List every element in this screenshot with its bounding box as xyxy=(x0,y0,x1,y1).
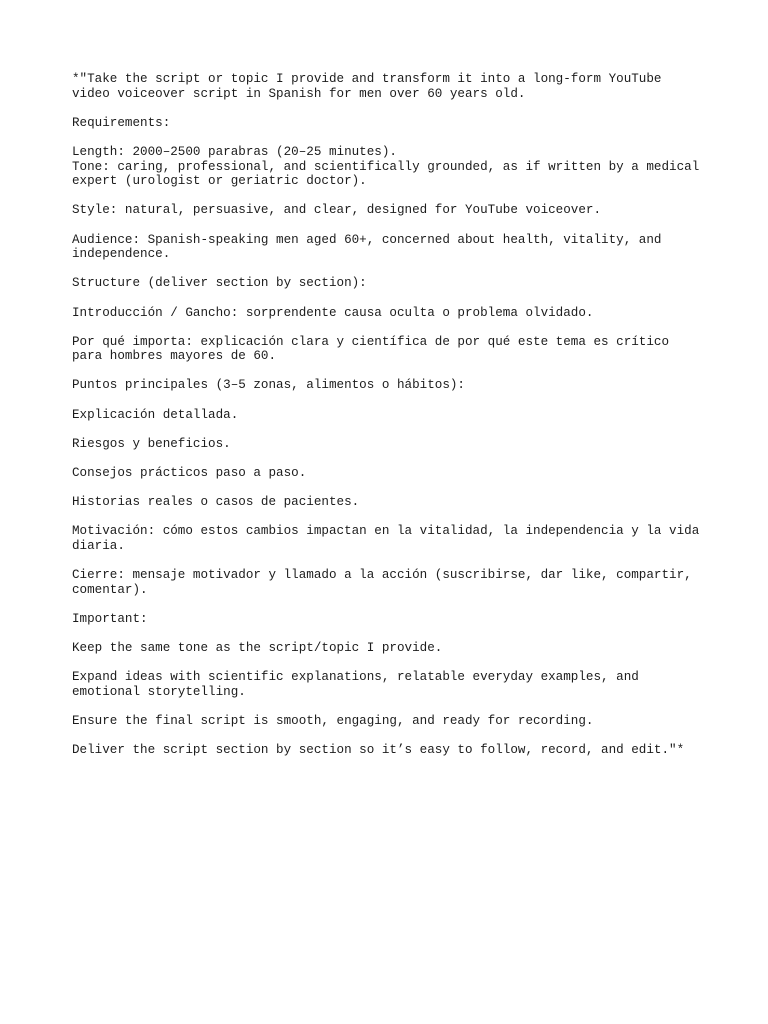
document-paragraph xyxy=(72,233,712,262)
text-line: para hombres mayores de 60. xyxy=(72,349,277,364)
text-line: comentar). xyxy=(72,582,148,597)
document-paragraph xyxy=(72,641,712,656)
text-line: Important: xyxy=(72,611,148,626)
text-line: Tone: caring, professional, and scientifically grounded, as if written by a medical xyxy=(72,159,700,174)
text-line: Requirements: xyxy=(72,115,171,130)
document-body xyxy=(72,72,712,773)
text-line: *"Take the script or topic I provide and transform it into a long-form YouTube xyxy=(72,72,662,86)
document-paragraph xyxy=(72,306,712,321)
document-paragraph xyxy=(72,276,712,291)
document-paragraph xyxy=(72,116,712,131)
document-paragraph xyxy=(72,495,712,510)
text-line: Keep the same tone as the script/topic I provide. xyxy=(72,641,443,656)
document-paragraph xyxy=(72,568,712,597)
document-paragraph xyxy=(72,466,712,481)
document-paragraph xyxy=(72,335,712,364)
document-paragraph xyxy=(72,524,712,553)
text-line: Riesgos y beneficios. xyxy=(72,436,231,451)
text-line: Motivación: cómo estos cambios impactan en la vitalidad, la independencia y la vida xyxy=(72,524,700,539)
text-line: Por qué importa: explicación clara y científica de por qué este tema es crítico xyxy=(72,334,670,349)
text-line: independence. xyxy=(72,247,171,262)
document-paragraph xyxy=(72,145,712,189)
text-line: Expand ideas with scientific explanations, relatable everyday examples, and xyxy=(72,670,639,685)
document-paragraph xyxy=(72,408,712,423)
text-line: Introducción / Gancho: sorprendente causa oculta o problema olvidado. xyxy=(72,305,594,320)
text-line: video voiceover script in Spanish for men over 60 years old. xyxy=(72,86,526,101)
document-paragraph xyxy=(72,714,712,729)
text-line: diaria. xyxy=(72,539,125,553)
document-paragraph xyxy=(72,203,712,218)
text-line: Deliver the script section by section so it’s easy to follow, record, and edit."* xyxy=(72,743,685,758)
text-line: Puntos principales (3–5 zonas, alimentos o hábitos): xyxy=(72,378,465,393)
text-line: Style: natural, persuasive, and clear, designed for YouTube voiceover. xyxy=(72,203,602,218)
document-paragraph xyxy=(72,378,712,393)
document-paragraph xyxy=(72,670,712,699)
text-line: Cierre: mensaje motivador y llamado a la acción (suscribirse, dar like, compartir, xyxy=(72,568,692,583)
text-line: Length: 2000–2500 parabras (20–25 minutes). xyxy=(72,144,397,159)
text-line: Historias reales o casos de pacientes. xyxy=(72,495,360,510)
text-line: Consejos prácticos paso a paso. xyxy=(72,466,307,481)
text-line: Audience: Spanish-speaking men aged 60+, concerned about health, vitality, and xyxy=(72,232,662,247)
text-line: Explicación detallada. xyxy=(72,407,239,422)
text-line: expert (urologist or geriatric doctor). xyxy=(72,174,367,189)
text-line: Ensure the final script is smooth, engaging, and ready for recording. xyxy=(72,714,594,729)
document-paragraph xyxy=(72,612,712,627)
document-paragraph xyxy=(72,437,712,452)
document-paragraph xyxy=(72,743,712,758)
text-line: Structure (deliver section by section): xyxy=(72,276,367,291)
text-line: emotional storytelling. xyxy=(72,684,246,699)
document-paragraph xyxy=(72,72,712,101)
